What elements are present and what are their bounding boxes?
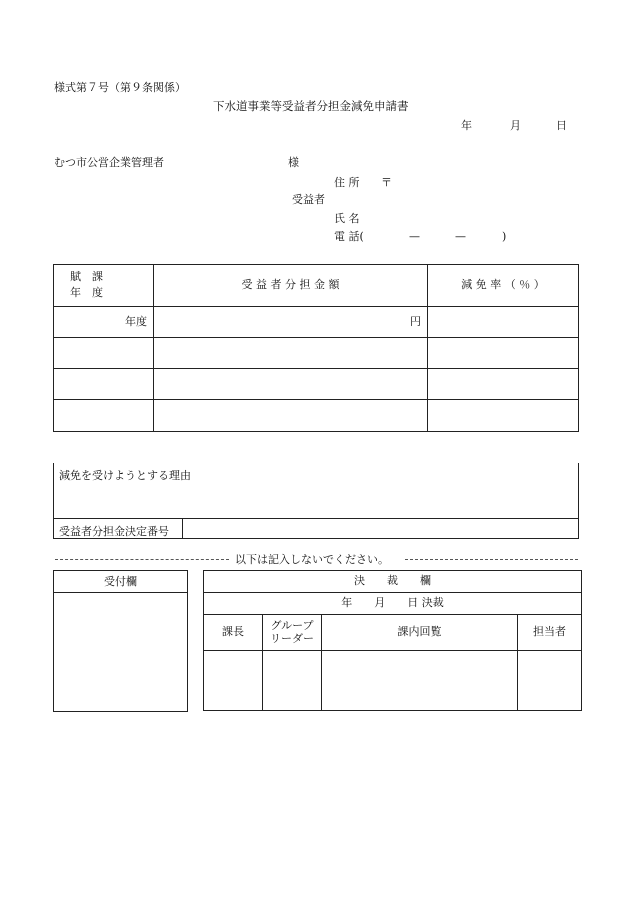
phone-dash-2: — <box>455 230 466 243</box>
rate-cell[interactable] <box>428 369 579 400</box>
phone-close: ) <box>502 230 507 243</box>
approval-col-section-chief: 課長 <box>204 615 263 651</box>
separator-right <box>405 559 578 560</box>
approval-col-person-in-charge: 担当者 <box>518 615 582 651</box>
col-header-rate: 減 免 率 （ ％ ） <box>428 265 579 307</box>
year-unit: 年度 <box>125 314 147 328</box>
approval-date-line: 年 月 日 決裁 <box>204 593 582 615</box>
rate-cell[interactable] <box>428 338 579 369</box>
amount-cell[interactable] <box>154 369 428 400</box>
stamp-cell[interactable] <box>204 651 263 711</box>
amount-cell[interactable] <box>154 400 428 432</box>
reception-header-text: 受付欄 <box>104 575 137 588</box>
address-label: 住 所 <box>334 176 360 189</box>
stamp-cell[interactable] <box>322 651 518 711</box>
col-header-year-line1: 賦 課 <box>70 270 103 284</box>
amount-cell[interactable] <box>154 338 428 369</box>
reason-label: 減免を受けようとする理由 <box>59 469 191 482</box>
decision-number-label: 受益者分担金決定番号 <box>59 525 169 538</box>
approval-col-circulation: 課内回覧 <box>322 615 518 651</box>
approval-table <box>203 570 582 711</box>
date-month: 月 <box>510 119 521 132</box>
col-header-assessment-year <box>54 265 154 307</box>
reason-box[interactable] <box>53 463 579 519</box>
col-header-year-line2: 年 度 <box>70 286 103 299</box>
addressee-honorific: 様 <box>288 156 299 169</box>
stamp-cell[interactable] <box>263 651 322 711</box>
phone-dash-1: — <box>409 230 420 243</box>
reception-header <box>54 571 187 593</box>
yen-unit: 円 <box>410 314 421 328</box>
notice-text: 以下は記入しないでください。 <box>235 553 389 566</box>
year-cell[interactable] <box>54 400 154 432</box>
year-cell[interactable] <box>54 338 154 369</box>
date-day: 日 <box>556 119 567 132</box>
assessment-table <box>53 264 579 432</box>
document-title: 下水道事業等受益者分担金減免申請書 <box>213 99 409 113</box>
phone-label: 電 話( <box>334 230 364 243</box>
approval-header: 決 裁 欄 <box>204 571 582 593</box>
name-label: 氏 名 <box>334 212 360 225</box>
approval-col-group-leader <box>263 615 322 651</box>
decision-number-field[interactable] <box>182 519 579 538</box>
reception-stamp-area[interactable] <box>54 593 187 711</box>
row1-rate-cell[interactable] <box>428 307 579 338</box>
col-header-amount: 受 益 者 分 担 金 額 <box>154 265 428 307</box>
date-year: 年 <box>461 119 472 132</box>
group-leader-line1: グループ <box>270 618 314 632</box>
form-number: 様式第７号（第９条関係） <box>54 81 186 94</box>
applicant-group-label: 受益者 <box>292 193 325 206</box>
stamp-cell[interactable] <box>518 651 582 711</box>
year-cell[interactable] <box>54 369 154 400</box>
decision-number-row <box>53 519 579 539</box>
rate-cell[interactable] <box>428 400 579 432</box>
group-leader-line2: リーダー <box>270 631 314 645</box>
row1-amount-cell[interactable] <box>154 307 428 338</box>
addressee-name: むつ市公営企業管理者 <box>54 156 164 169</box>
postal-mark: 〒 <box>381 176 392 189</box>
separator-left <box>55 559 229 560</box>
reception-box <box>53 570 188 712</box>
row1-year-cell[interactable] <box>54 307 154 338</box>
